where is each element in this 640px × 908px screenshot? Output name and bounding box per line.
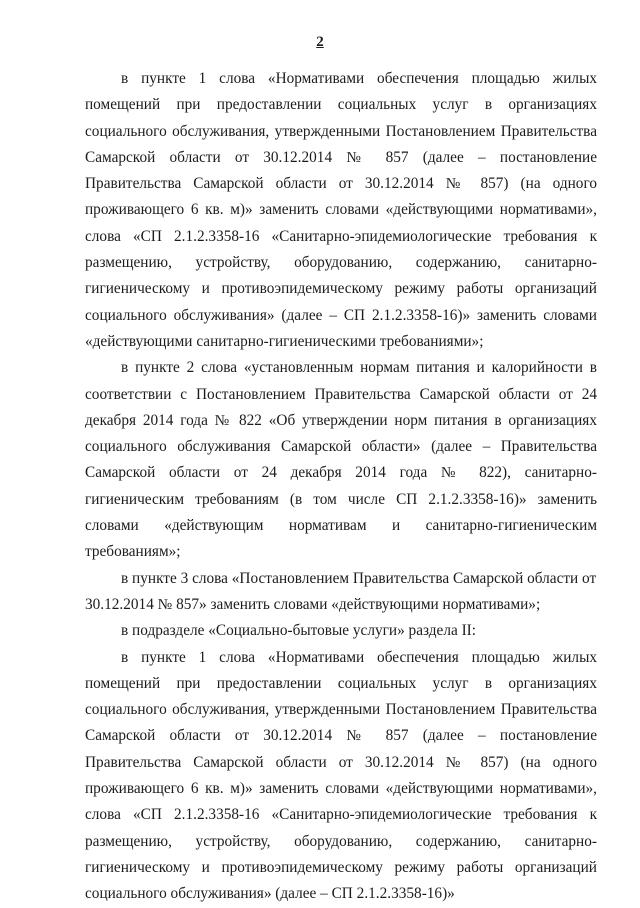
paragraph-5: в пункте 1 слова «Нормативами обеспечения площадью жилых помещений при предоставлении социальных услуг в организациях социального обслуживания, утвержденными Постановлением Правительства Самарской области от 30.12.2014 № 857 (далее – постановление Правительства Самарской области от 30.12.2014 № 857) (на одного проживающего 6 кв. м)» заменить словами «действующими нормативами», слова «СП 2.1.2.3358-16 «Санитарно-эпидемиологические требования к размещению, устройству, оборудованию, содержанию, санитарно-гигиеническому и противоэпидемическому режиму работы организаций социального обслуживания» (далее – СП 2.1.2.3358-16)» xyxy=(85,648,597,903)
paragraph-4: в подразделе «Социально-бытовые услуги» раздела II: xyxy=(121,622,477,640)
page-number: 2 xyxy=(316,34,324,50)
document-body xyxy=(85,66,597,908)
paragraph-1: в пункте 1 слова «Нормативами обеспечения площадью жилых помещений при предоставлении социальных услуг в организациях социального обслуживания, утвержденными Постановлением Правительства Самарской области от 30.12.2014 № 857 (далее – постановление Правительства Самарской области от 30.12.2014 № 857) (на одного проживающего 6 кв. м)» заменить словами «действующими нормативами», слова «СП 2.1.2.3358-16 «Санитарно-эпидемиологические требования к размещению, устройству, оборудованию, содержанию, санитарно-гигиеническому и противоэпидемическому режиму работы организаций социального обслуживания» (далее – СП 2.1.2.3358-16)» заменить словами «действующими санитарно-гигиеническими требованиями»; xyxy=(85,70,597,350)
paragraph-3: в пункте 3 слова «Постановлением Правительства Самарской области от 30.12.2014 № 857» заменить словами «действующими нормативами»; xyxy=(85,569,597,613)
paragraph-2: в пункте 2 слова «установленным нормам питания и калорийности в соответствии с Постановлением Правительства Самарской области от 24 декабря 2014 года № 822 «Об утверждении норм питания в организациях социального обслуживания Самарской области» (далее – Правительства Самарской области от 24 декабря 2014 года № 822), санитарно-гигиеническим требованиям (в том числе СП 2.1.2.3358-16)» заменить словами «действующим нормативам и санитарно-гигиеническим требованиям»; xyxy=(85,359,597,561)
